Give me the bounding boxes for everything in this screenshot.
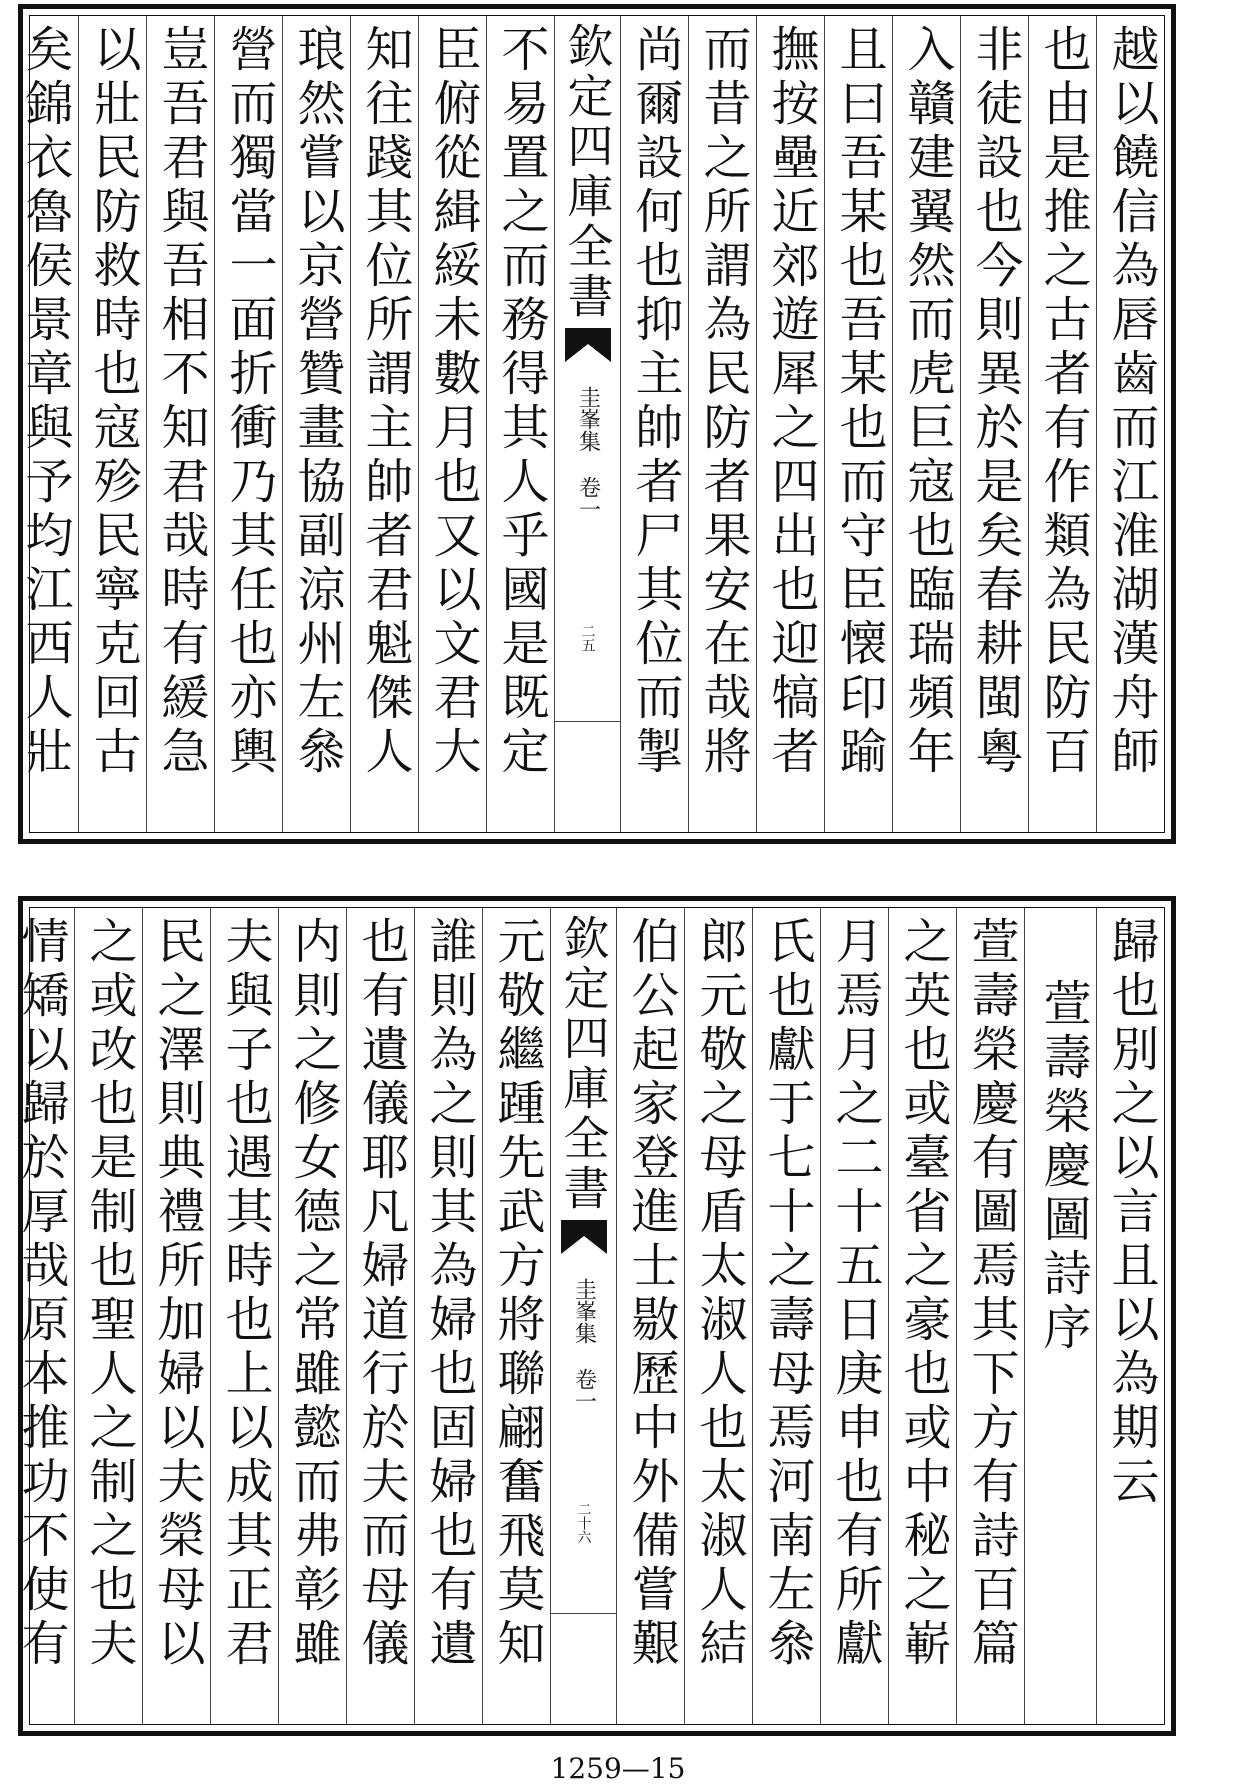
section-title: 萱壽榮慶圖詩序 bbox=[1024, 908, 1096, 1724]
text-column: 之英也或臺省之豪也或中秘之嶄 bbox=[888, 908, 956, 1724]
volume-page-footer: 1259—15 bbox=[550, 1752, 686, 1785]
text-column: 也有遺儀耶凡婦道行於夫而母儀 bbox=[346, 908, 414, 1724]
text-column: 以壯民防救時也寇殄民寧克回古 bbox=[78, 16, 146, 832]
collection-title: 圭峯集 bbox=[575, 386, 601, 452]
book-title: 欽定四庫全書 bbox=[556, 914, 611, 1214]
text-column: 誰則為之則其為婦也固婦也有遺 bbox=[414, 908, 482, 1724]
fishtail-mark-icon bbox=[561, 1220, 607, 1254]
text-column: 萱壽榮慶有圖焉其下方有詩百篇 bbox=[956, 908, 1024, 1724]
text-column: 郎元敬之母盾太淑人也太淑人結 bbox=[684, 908, 752, 1724]
text-column: 民之澤則典禮所加婦以夫榮母以 bbox=[142, 908, 210, 1724]
text-column: 尚爾設何也抑主帥者尸其位而掣 bbox=[620, 16, 688, 832]
text-column: 撫按壘近郊遊犀之四出也迎犒者 bbox=[756, 16, 824, 832]
text-column: 豈吾君與吾相不知君哉時有緩急 bbox=[146, 16, 214, 832]
center-fold bbox=[554, 16, 620, 832]
page-number: 二十六 bbox=[575, 1502, 592, 1544]
text-column: 入贛建翼然而虎巨寇也臨瑞頻年 bbox=[892, 16, 960, 832]
text-column: 營而獨當一面折衝乃其任也亦輿 bbox=[214, 16, 282, 832]
top-page-text-frame bbox=[17, 15, 1165, 833]
volume-label: 卷一 bbox=[575, 476, 601, 520]
text-column: 且曰吾某也吾某也而守臣懐印踰 bbox=[824, 16, 892, 832]
collection-title: 圭峯集 bbox=[571, 1278, 597, 1344]
volume-label: 卷一 bbox=[571, 1368, 597, 1412]
text-column: 之或改也是制也聖人之制之也夫 bbox=[74, 908, 142, 1724]
center-rule bbox=[555, 721, 620, 722]
bottom-page bbox=[13, 896, 1176, 1736]
text-column: 月焉月之二十五日庚申也有所獻 bbox=[820, 908, 888, 1724]
text-column: 氏也獻于七十之壽母焉河南左叅 bbox=[752, 908, 820, 1724]
text-column: 非徒設也今則異於是矣春耕閩粵 bbox=[960, 16, 1028, 832]
text-column: 矣錦衣魯侯景章與予均江西人壯 bbox=[17, 24, 73, 780]
text-column: 歸也別之以言且以為期云 bbox=[1096, 908, 1164, 1724]
text-column: 臣俯從緝綏未數月也又以文君大 bbox=[418, 16, 486, 832]
page-number: 二五 bbox=[579, 624, 596, 652]
text-column: 内則之修女德之常雖懿而弗彰雖 bbox=[278, 908, 346, 1724]
book-title: 欽定四庫全書 bbox=[560, 22, 615, 322]
text-column: 而昔之所謂為民防者果安在哉將 bbox=[688, 16, 756, 832]
text-column: 不易置之而務得其人乎國是既定 bbox=[486, 16, 554, 832]
center-rule bbox=[551, 1613, 616, 1614]
text-column: 越以饒信為唇齒而江淮湖漢舟師 bbox=[1096, 16, 1164, 832]
text-column: 知往踐其位所謂主帥者君魁傑人 bbox=[350, 16, 418, 832]
text-column: 伯公起家登進士敭歷中外備嘗艱 bbox=[616, 908, 684, 1724]
text-column: 琅然嘗以京營贊畫協副涼州左叅 bbox=[282, 16, 350, 832]
bottom-page-text-frame bbox=[13, 907, 1165, 1725]
text-column: 也由是推之古者有作類為民防百 bbox=[1028, 16, 1096, 832]
text-column: 夫與子也遇其時也上以成其正君 bbox=[210, 908, 278, 1724]
center-fold bbox=[550, 908, 616, 1724]
text-column: 情矯以歸於厚哉原本推功不使有 bbox=[13, 916, 69, 1672]
text-column: 元敬繼踵先武方將聯翩奮飛莫知 bbox=[482, 908, 550, 1724]
top-page bbox=[18, 4, 1176, 844]
fishtail-mark-icon bbox=[565, 328, 611, 362]
